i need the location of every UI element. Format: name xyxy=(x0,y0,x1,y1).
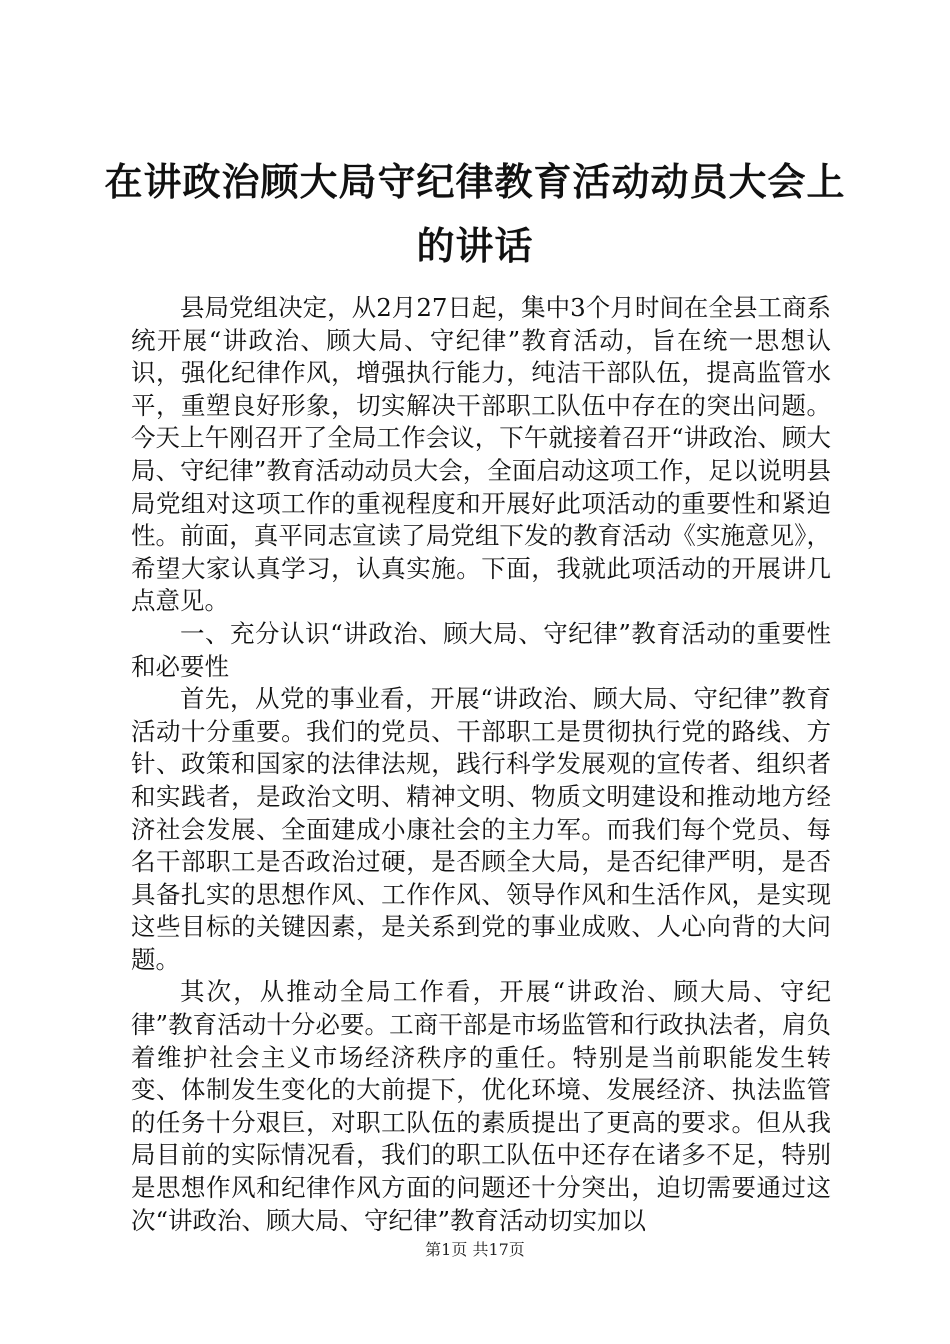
paragraph-first-point: 首先，从党的事业看，开展“讲政治、顾大局、守纪律”教育活动十分重要。我们的党员、干部职工是贯彻执行党的路线、方针、政策和国家的法律法规，践行科学发展观的宣传者、组织者和实践者，是政治文明、精神文明、物质文明建设和推动地方经济社会发展、全面建成小康社会的主力军。而我们每个党员、每名干部职工是否政治过硬，是否顾全大局，是否纪律严明，是否具备扎实的思想作风、工作作风、领导作风和生活作风，是实现这些目标的关键因素，是关系到党的事业成败、人心向背的大问题。 xyxy=(131,684,831,974)
document-body xyxy=(131,292,831,1237)
page-footer: 第1页 共17页 xyxy=(425,1240,525,1259)
section-heading-1: 一、充分认识“讲政治、顾大局、守纪律”教育活动的重要性和必要性 xyxy=(131,618,831,681)
document-title: 在讲政治顾大局守纪律教育活动动员大会上的讲话 xyxy=(104,159,846,268)
paragraph-intro: 县局党组决定，从2月27日起，集中3个月时间在全县工商系统开展“讲政治、顾大局、守纪律”教育活动，旨在统一思想认识，强化纪律作风，增强执行能力，纯洁干部队伍，提高监管水平，重塑良好形象，切实解决干部职工队伍中存在的突出问题。今天上午刚召开了全局工作会议，下午就接着召开“讲政治、顾大局、守纪律”教育活动动员大会，全面启动这项工作，足以说明县局党组对这项工作的重视程度和开展好此项活动的重要性和紧迫性。前面，真平同志宣读了局党组下发的教育活动《实施意见》，希望大家认真学习，认真实施。下面，我就此项活动的开展讲几点意见。 xyxy=(131,293,831,616)
paragraph-second-point: 其次，从推动全局工作看，开展“讲政治、顾大局、守纪律”教育活动十分必要。工商干部是市场监管和行政执法者，肩负着维护社会主义市场经济秩序的重任。特别是当前职能发生转变、体制发生变化的大前提下，优化环境、发展经济、执法监管的任务十分艰巨，对职工队伍的素质提出了更高的要求。但从我局目前的实际情况看，我们的职工队伍中还存在诸多不足，特别是思想作风和纪律作风方面的问题还十分突出，迫切需要通过这次“讲政治、顾大局、守纪律”教育活动切实加以 xyxy=(131,977,831,1235)
